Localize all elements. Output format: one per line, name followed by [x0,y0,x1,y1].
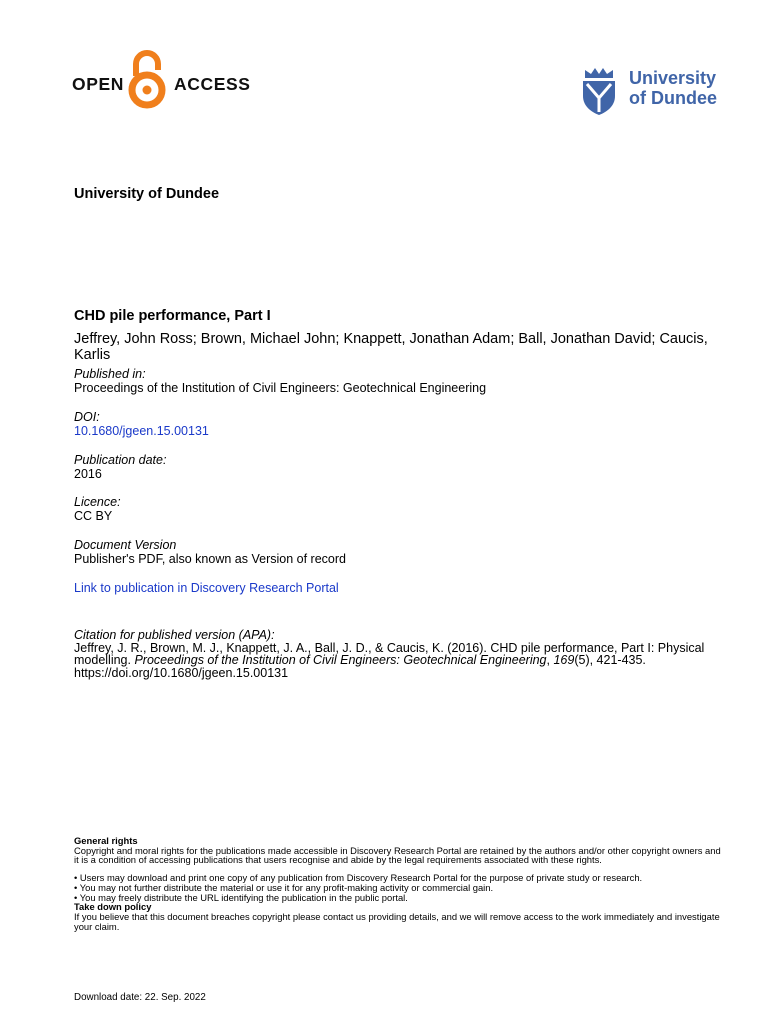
university-logo-line1: University [629,68,717,88]
document-version-value: Publisher's PDF, also known as Version of record [74,552,346,566]
open-access-logo-open-text: OPEN [72,74,124,94]
doi-link[interactable]: 10.1680/jgeen.15.00131 [74,424,209,438]
citation-separator: , [546,653,554,667]
download-date: Download date: 22. Sep. 2022 [74,992,206,1003]
licence-field [74,495,121,523]
publication-date-label: Publication date: [74,453,167,467]
publication-title: CHD pile performance, Part I [74,308,271,324]
published-in-label: Published in: [74,367,146,381]
rights-footer [74,836,724,931]
document-version-label: Document Version [74,538,177,552]
university-of-dundee-logo [581,68,731,116]
open-access-logo [72,50,251,112]
citation-part2: (5), 421-435. https://doi.org/10.1680/jgeen.15.00131 [74,653,646,680]
university-logo-line2: of Dundee [629,88,717,108]
publication-date-field [74,453,166,481]
general-rights-heading: General rights [74,835,138,846]
citation-journal: Proceedings of the Institution of Civil Engineers: Geotechnical Engineering [134,653,547,667]
open-lock-icon [126,50,170,112]
citation-part1: Jeffrey, J. R., Brown, M. J., Knappett, J. A., Ball, J. D., & Caucis, K. (2016). CHD pile performance, Part I: Physical modelling. [74,640,705,667]
university-shield-icon [581,68,617,116]
take-down-heading: Take down policy [74,901,152,913]
portal-link[interactable]: Link to publication in Discovery Research Portal [74,581,339,595]
publication-authors: Jeffrey, John Ross; Brown, Michael John; Knappett, Jonathan Adam; Ball, Jonathan David; Caucis, Karlis [74,331,708,363]
published-in-field [74,367,486,395]
published-in-value: Proceedings of the Institution of Civil Engineers: Geotechnical Engineering [74,381,487,395]
general-rights-text: Copyright and moral rights for the publications made accessible in Discovery Research Portal are retained by the authors and/or other copyright owners and it is a condition of accessing publications that users recognise and abide by the legal requirements associated with these rights. [74,844,721,866]
take-down-text: If you believe that this document breaches copyright please contact us providing details, and we will remove access to the work immediately and investigate your claim. [74,910,720,932]
institution-heading: University of Dundee [74,186,220,202]
doi-field [74,410,209,438]
open-access-logo-access-text: ACCESS [174,74,251,94]
doi-label: DOI: [74,410,100,424]
citation-volume: 169 [553,653,575,667]
rights-bullet: • Users may download and print one copy of any publication from Discovery Research Portal for the purpose of private study or research. [74,872,643,884]
licence-label: Licence: [74,495,121,509]
citation-field [74,629,724,679]
publication-date-value: 2016 [74,467,102,481]
university-logo-text [629,68,717,108]
rights-bullet: • You may freely distribute the URL identifying the publication in the public portal. [74,891,408,903]
rights-bullet: • You may not further distribute the material or use it for any profit-making activity or commercial gain. [74,881,494,893]
citation-text [74,642,724,680]
citation-label: Citation for published version (APA): [74,628,275,642]
licence-value: CC BY [74,509,113,523]
document-version-field [74,538,346,566]
